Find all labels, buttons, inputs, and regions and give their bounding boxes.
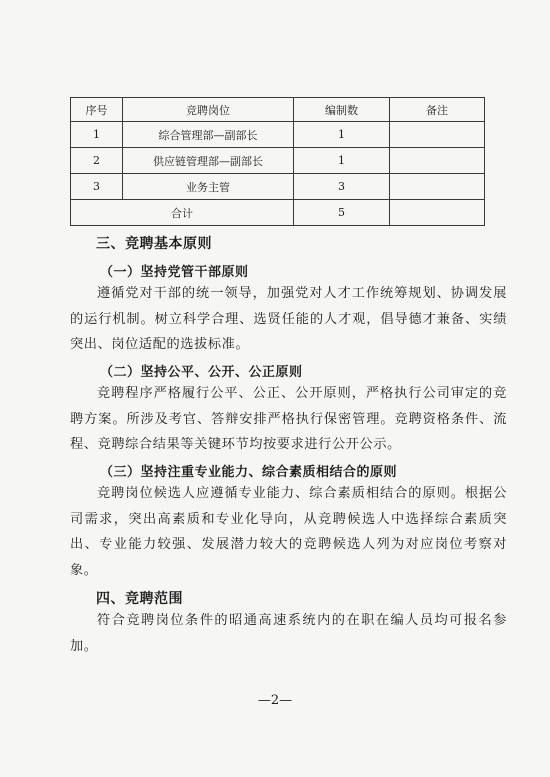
header-post: 竞聘岗位 — [123, 98, 294, 122]
total-note — [390, 200, 485, 226]
section4-paragraph: 符合竞聘岗位条件的昭通高速系统内的在职在编人员均可报名参加。 — [70, 613, 507, 654]
header-no: 序号 — [71, 98, 123, 122]
cell-note — [390, 122, 485, 148]
cell-count: 1 — [294, 122, 390, 148]
table-row — [71, 122, 485, 148]
table-total-row — [71, 200, 485, 226]
cell-no: 2 — [71, 148, 123, 174]
total-label: 合计 — [71, 200, 294, 226]
cell-count: 3 — [294, 174, 390, 200]
header-note: 备注 — [390, 98, 485, 122]
cell-no: 3 — [71, 174, 123, 200]
cell-post: 综合管理部—副部长 — [123, 122, 294, 148]
section3-heading: 三、竞聘基本原则 — [96, 236, 212, 252]
total-value: 5 — [294, 200, 390, 226]
subsection2-paragraph: 竞聘程序严格履行公平、公正、公开原则，严格执行公司审定的竞聘方案。所涉及考官、答辩安排严格执行保密管理。竞聘资格条件、流程、竞聘综合结果等关键环节均按要求进行公开公示。 — [70, 386, 507, 453]
table-row — [71, 174, 485, 200]
cell-note — [390, 174, 485, 200]
header-count: 编制数 — [294, 98, 390, 122]
section4-heading: 四、竞聘范围 — [96, 591, 183, 607]
cell-count: 1 — [294, 148, 390, 174]
positions-table — [70, 97, 485, 226]
subsection2-heading: （二）坚持公平、公开、公正原则 — [100, 365, 303, 380]
cell-note — [390, 148, 485, 174]
subsection1-paragraph: 遵循党对干部的统一领导，加强党对人才工作统筹规划、协调发展的运行机制。树立科学合理、选贤任能的人才观，倡导德才兼备、实绩突出、岗位适配的选拔标准。 — [70, 286, 507, 353]
page-number: —2— — [257, 693, 293, 708]
cell-post: 业务主管 — [123, 174, 294, 200]
table-header-row — [71, 98, 485, 122]
table-row — [71, 148, 485, 174]
cell-post: 供应链管理部—副部长 — [123, 148, 294, 174]
subsection1-heading: （一）坚持党管干部原则 — [100, 265, 249, 280]
subsection3-paragraph: 竞聘岗位候选人应遵循专业能力、综合素质相结合的原则。根据公司需求，突出高素质和专业化导向，从竞聘候选人中选择综合素质突出、专业能力较强、发展潜力较大的竞聘候选人列为对应岗位考察对象。 — [70, 486, 507, 579]
subsection3-heading: （三）坚持注重专业能力、综合素质相结合的原则 — [100, 465, 398, 480]
cell-no: 1 — [71, 122, 123, 148]
